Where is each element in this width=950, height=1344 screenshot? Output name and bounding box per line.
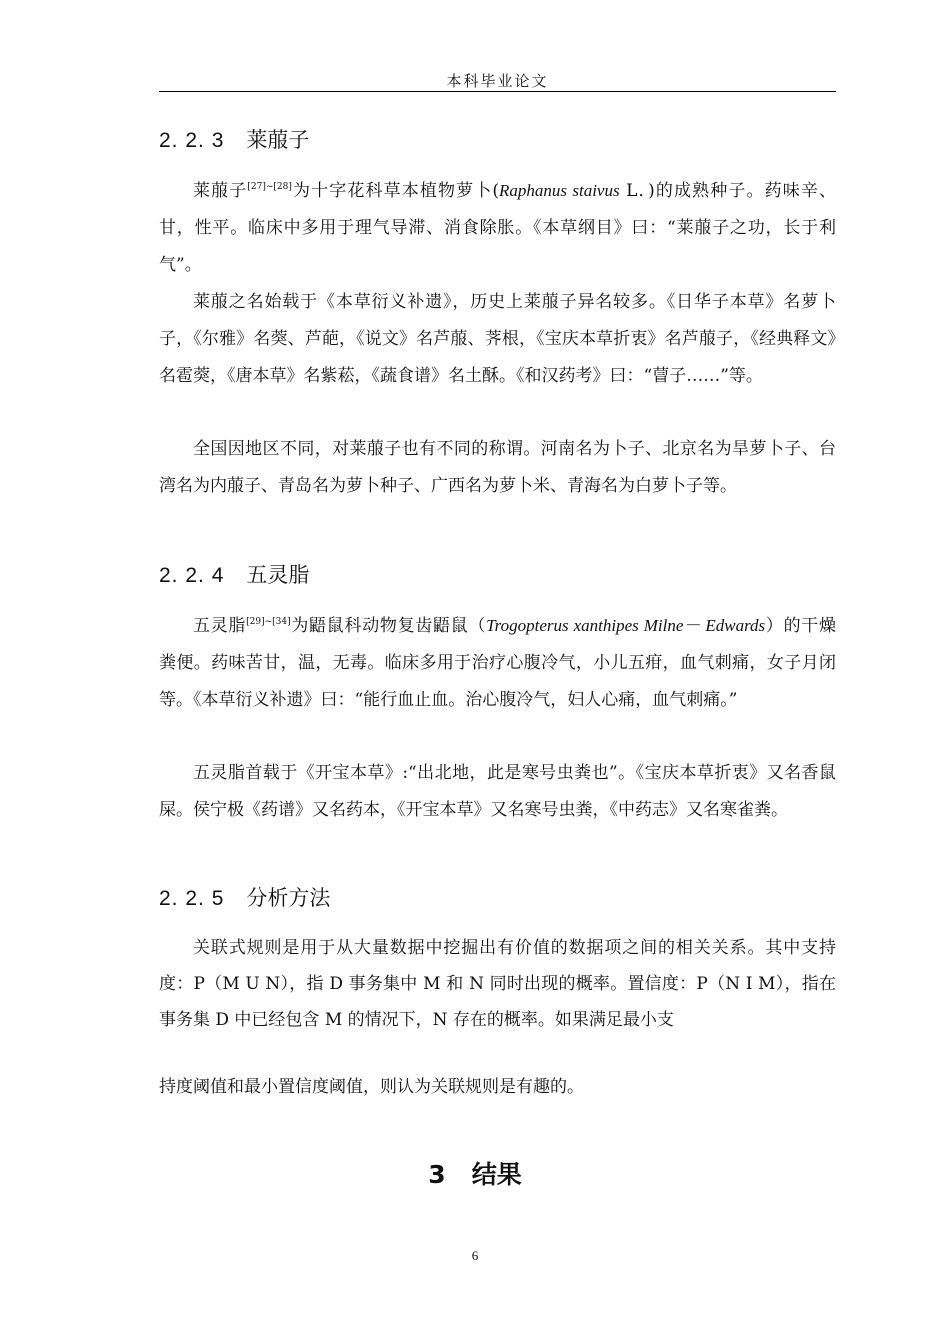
paragraph-wulingzhi-intro: 五灵脂[29]~[34]为鼯鼠科动物复齿鼯鼠（Trogopterus xanthipes Milne－ Edwards）的干燥粪便。药味苦甘，温，无毒。临床多用于治疗心腹冷气，小儿五疳，血气刺痛，女子月闭等。《本草衍义补遗》曰：“能行血止血。治心腹冷气，妇人心痛，血气刺痛。”: [159, 616, 837, 710]
paragraph-laifuzi-regional: 全国因地区不同，对莱菔子也有不同的称谓。河南名为卜子、北京名为旱萝卜子、台湾名为内菔子、青岛名为萝卜种子、广西名为萝卜米、青海名为白萝卜子等。: [159, 439, 836, 496]
paragraph-laifuzi-names: 莱菔之名始载于《本草衍义补遗》，历史上莱菔子异名较多。《日华子本草》名萝卜子，《尔雅》名葖、芦葩，《说文》名芦菔、荠根，《宝庆本草折衷》名芦菔子，《经典释文》名雹葖，《唐本草》名紫菘，《蔬食谱》名土酥。《和汉药考》曰：“萺子……”等。: [159, 292, 836, 386]
chapter-title: 结果: [471, 1160, 522, 1189]
paragraph-laifuzi-intro: 莱菔子[27]~[28]为十字花科草本植物萝卜(Raphanus staivus L．)的成熟种子。药味辛、甘，性平。临床中多用于理气导滞、消食除胀。《本草纲目》曰：“莱菔子之功，长于利气”。: [159, 181, 837, 275]
section-heading-2-2-4: [159, 559, 309, 589]
section-title: 五灵脂: [246, 563, 310, 587]
page-number: 6: [471, 1248, 479, 1263]
section-number: 2. 2. 3: [159, 129, 225, 152]
citation-ref: [27]~[28]: [247, 182, 292, 192]
latin-name: Raphanus staivus: [498, 181, 620, 200]
section-number: 2. 2. 4: [159, 564, 225, 587]
chapter-number: 3: [428, 1160, 446, 1189]
section-heading-2-2-3: [159, 124, 309, 154]
section-title: 莱菔子: [246, 128, 310, 152]
paragraph-analysis-method: 关联式规则是用于从大量数据中挖掘出有价值的数据项之间的相关关系。其中支持度：P（M U N），指 D 事务集中 M 和 N 同时出现的概率。置信度：P（N I M），指在事务集 D 中已经包含 M 的情况下，N 存在的概率。如果满足最小支: [159, 938, 836, 1030]
paragraph-wulingzhi-names: 五灵脂首载于《开宝本草》:“出北地，此是寒号虫粪也”。《宝庆本草折衷》又名香鼠屎。侯宁极《药谱》又名药本，《开宝本草》又名寒号虫粪，《中药志》又名寒雀粪。: [159, 763, 836, 820]
running-header: 本科毕业论文: [446, 72, 549, 90]
latin-name: Trogopterus xanthipes Milne－ Edwards: [486, 616, 766, 635]
section-heading-2-2-5: [159, 882, 330, 912]
chapter-heading: [0, 1155, 950, 1191]
section-number: 2. 2. 5: [159, 887, 225, 910]
section-title: 分析方法: [246, 886, 331, 910]
paragraph-analysis-method-cont: 持度阈值和最小置信度阈值，则认为关联规则是有趣的。: [159, 1077, 584, 1097]
citation-ref: [29]~[34]: [246, 617, 291, 627]
header-rule: [159, 91, 836, 92]
